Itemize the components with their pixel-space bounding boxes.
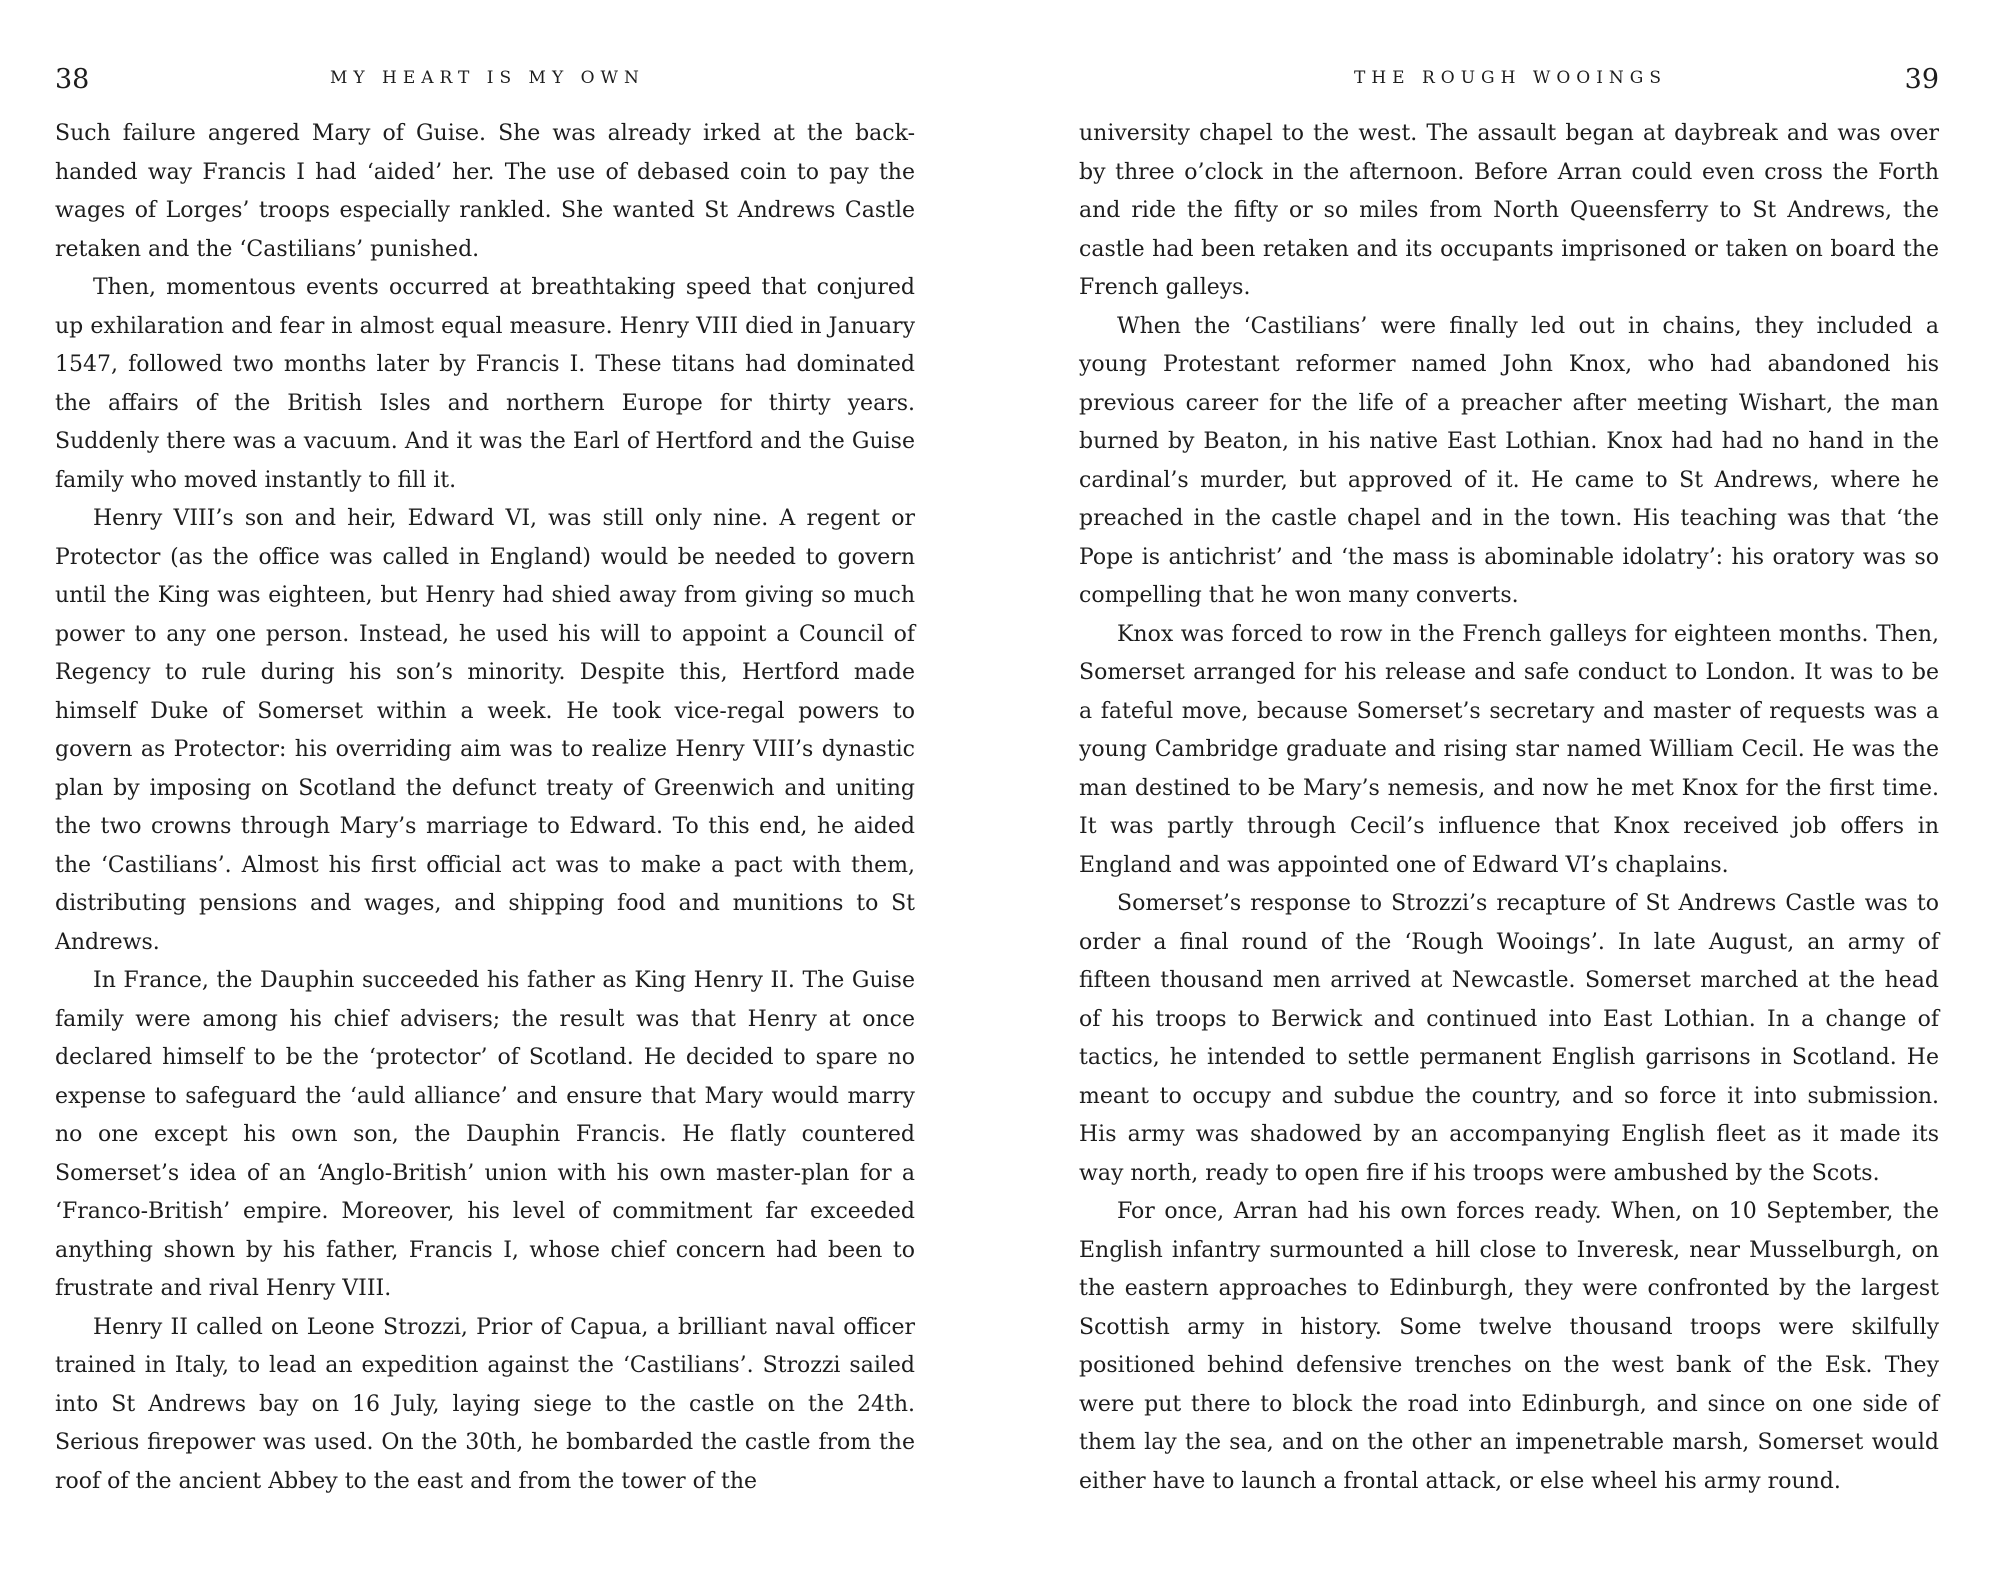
paragraph: When the ‘Castilians’ were finally led out in chains, they included a young Protestant reformer named John Knox, who had abandoned his previous career for the life of a preacher after meeting Wishart, the man burned by Beaton, in his native East Lothian. Knox had had no hand in the cardinal’s murder, but approved of it. He came to St Andrews, where he preached in the castle chapel and in the town. His teaching was that ‘the Pope is antichrist’ and ‘the mass is abominable idolatry’: his oratory was so compelling that he won many converts. <box>1079 313 1939 608</box>
paragraph: university chapel to the west. The assault began at daybreak and was over by three o’clock in the afternoon. Before Arran could even cross the Forth and ride the fifty or so miles from North Queensferry to St Andrews, the castle had been retaken and its occupants imprisoned or taken on board the French galleys. <box>1079 121 1939 300</box>
paragraph: For once, Arran had his own forces ready. When, on 10 September, the English infantry surmounted a hill close to Inveresk, near Musselburgh, on the eastern approaches to Edinburgh, they were confronted by the largest Scottish army in history. Some twelve thousand troops were skilfully positioned behind defensive trenches on the west bank of the Esk. They were put there to block the road into Edinburgh, and since on one side of them lay the sea, and on the other an impenetrable marsh, Somerset would either have to launch a frontal attack, or else wheel his army round. <box>1079 1199 1939 1494</box>
paragraph: Then, momentous events occurred at breathtaking speed that conjured up exhilaration and fear in almost equal measure. Henry VIII died in January 1547, followed two months later by Francis I. These titans had dominated the affairs of the British Isles and northern Europe for thirty years. Suddenly there was a vacuum. And it was the Earl of Hertford and the Guise family who moved instantly to fill it. <box>55 275 915 493</box>
paragraph: Henry II called on Leone Strozzi, Prior of Capua, a brilliant naval officer trained in Italy, to lead an expedition against the ‘Castilians’. Strozzi sailed into St Andrews bay on 16 July, laying siege to the castle on the 24th. Serious firepower was used. On the 30th, he bombarded the castle from the roof of the ancient Abbey to the east and from the tower of the <box>55 1314 915 1494</box>
right-page <box>1079 0 1939 1575</box>
paragraph: In France, the Dauphin succeeded his father as King Henry II. The Guise family were among his chief advisers; the result was that Henry at once declared himself to be the ‘protector’ of Scotland. He decided to spare no expense to safeguard the ‘auld alliance’ and ensure that Mary would marry no one except his own son, the Dauphin Francis. He flatly countered Somerset’s idea of an ‘Anglo-British’ union with his own master-plan for a ‘Franco-British’ empire. Moreover, his level of commitment far exceeded anything shown by his father, Francis I, whose chief concern had been to frustrate and rival Henry VIII. <box>55 968 915 1301</box>
left-running-head: MY HEART IS MY OWN <box>330 68 645 88</box>
left-page-number: 38 <box>55 64 90 95</box>
paragraph: Knox was forced to row in the French galleys for eighteen months. Then, Somerset arranged for his release and safe conduct to London. It was to be a fateful move, because Somerset’s secretary and master of requests was a young Cambridge graduate and rising star named William Cecil. He was the man destined to be Mary’s nemesis, and now he met Knox for the first time. It was partly through Cecil’s influence that Knox received job offers in England and was appointed one of Edward VI’s chaplains. <box>1079 621 1939 878</box>
right-page-number: 39 <box>1904 64 1939 95</box>
right-page-body <box>1079 115 1939 1501</box>
right-page-header <box>1079 64 1939 104</box>
paragraph: Such failure angered Mary of Guise. She was already irked at the back-handed way Francis I had ‘aided’ her. The use of debased coin to pay the wages of Lorges’ troops especially rankled. She wanted St Andrews Castle retaken and the ‘Castilians’ punished. <box>55 121 915 262</box>
right-running-head: THE ROUGH WOOINGS <box>1354 68 1668 88</box>
left-page-header <box>55 64 915 104</box>
paragraph: Somerset’s response to Strozzi’s recapture of St Andrews Castle was to order a final round of the ‘Rough Wooings’. In late August, an army of fifteen thousand men arrived at Newcastle. Somerset marched at the head of his troops to Berwick and continued into East Lothian. In a change of tactics, he intended to settle permanent English garrisons in Scotland. He meant to occupy and subdue the country, and so force it into submission. His army was shadowed by an accompanying English fleet as it made its way north, ready to open fire if his troops were ambushed by the Scots. <box>1079 891 1939 1186</box>
left-page <box>55 0 915 1575</box>
left-page-body <box>55 115 915 1501</box>
paragraph: Henry VIII’s son and heir, Edward VI, was still only nine. A regent or Protector (as the office was called in England) would be needed to govern until the King was eighteen, but Henry had shied away from giving so much power to any one person. Instead, he used his will to appoint a Council of Regency to rule during his son’s minority. Despite this, Hertford made himself Duke of Somerset within a week. He took vice-regal powers to govern as Protector: his overriding aim was to realize Henry VIII’s dynastic plan by imposing on Scotland the defunct treaty of Greenwich and uniting the two crowns through Mary’s marriage to Edward. To this end, he aided the ‘Castilians’. Almost his first official act was to make a pact with them, distributing pensions and wages, and shipping food and munitions to St Andrews. <box>55 506 915 955</box>
